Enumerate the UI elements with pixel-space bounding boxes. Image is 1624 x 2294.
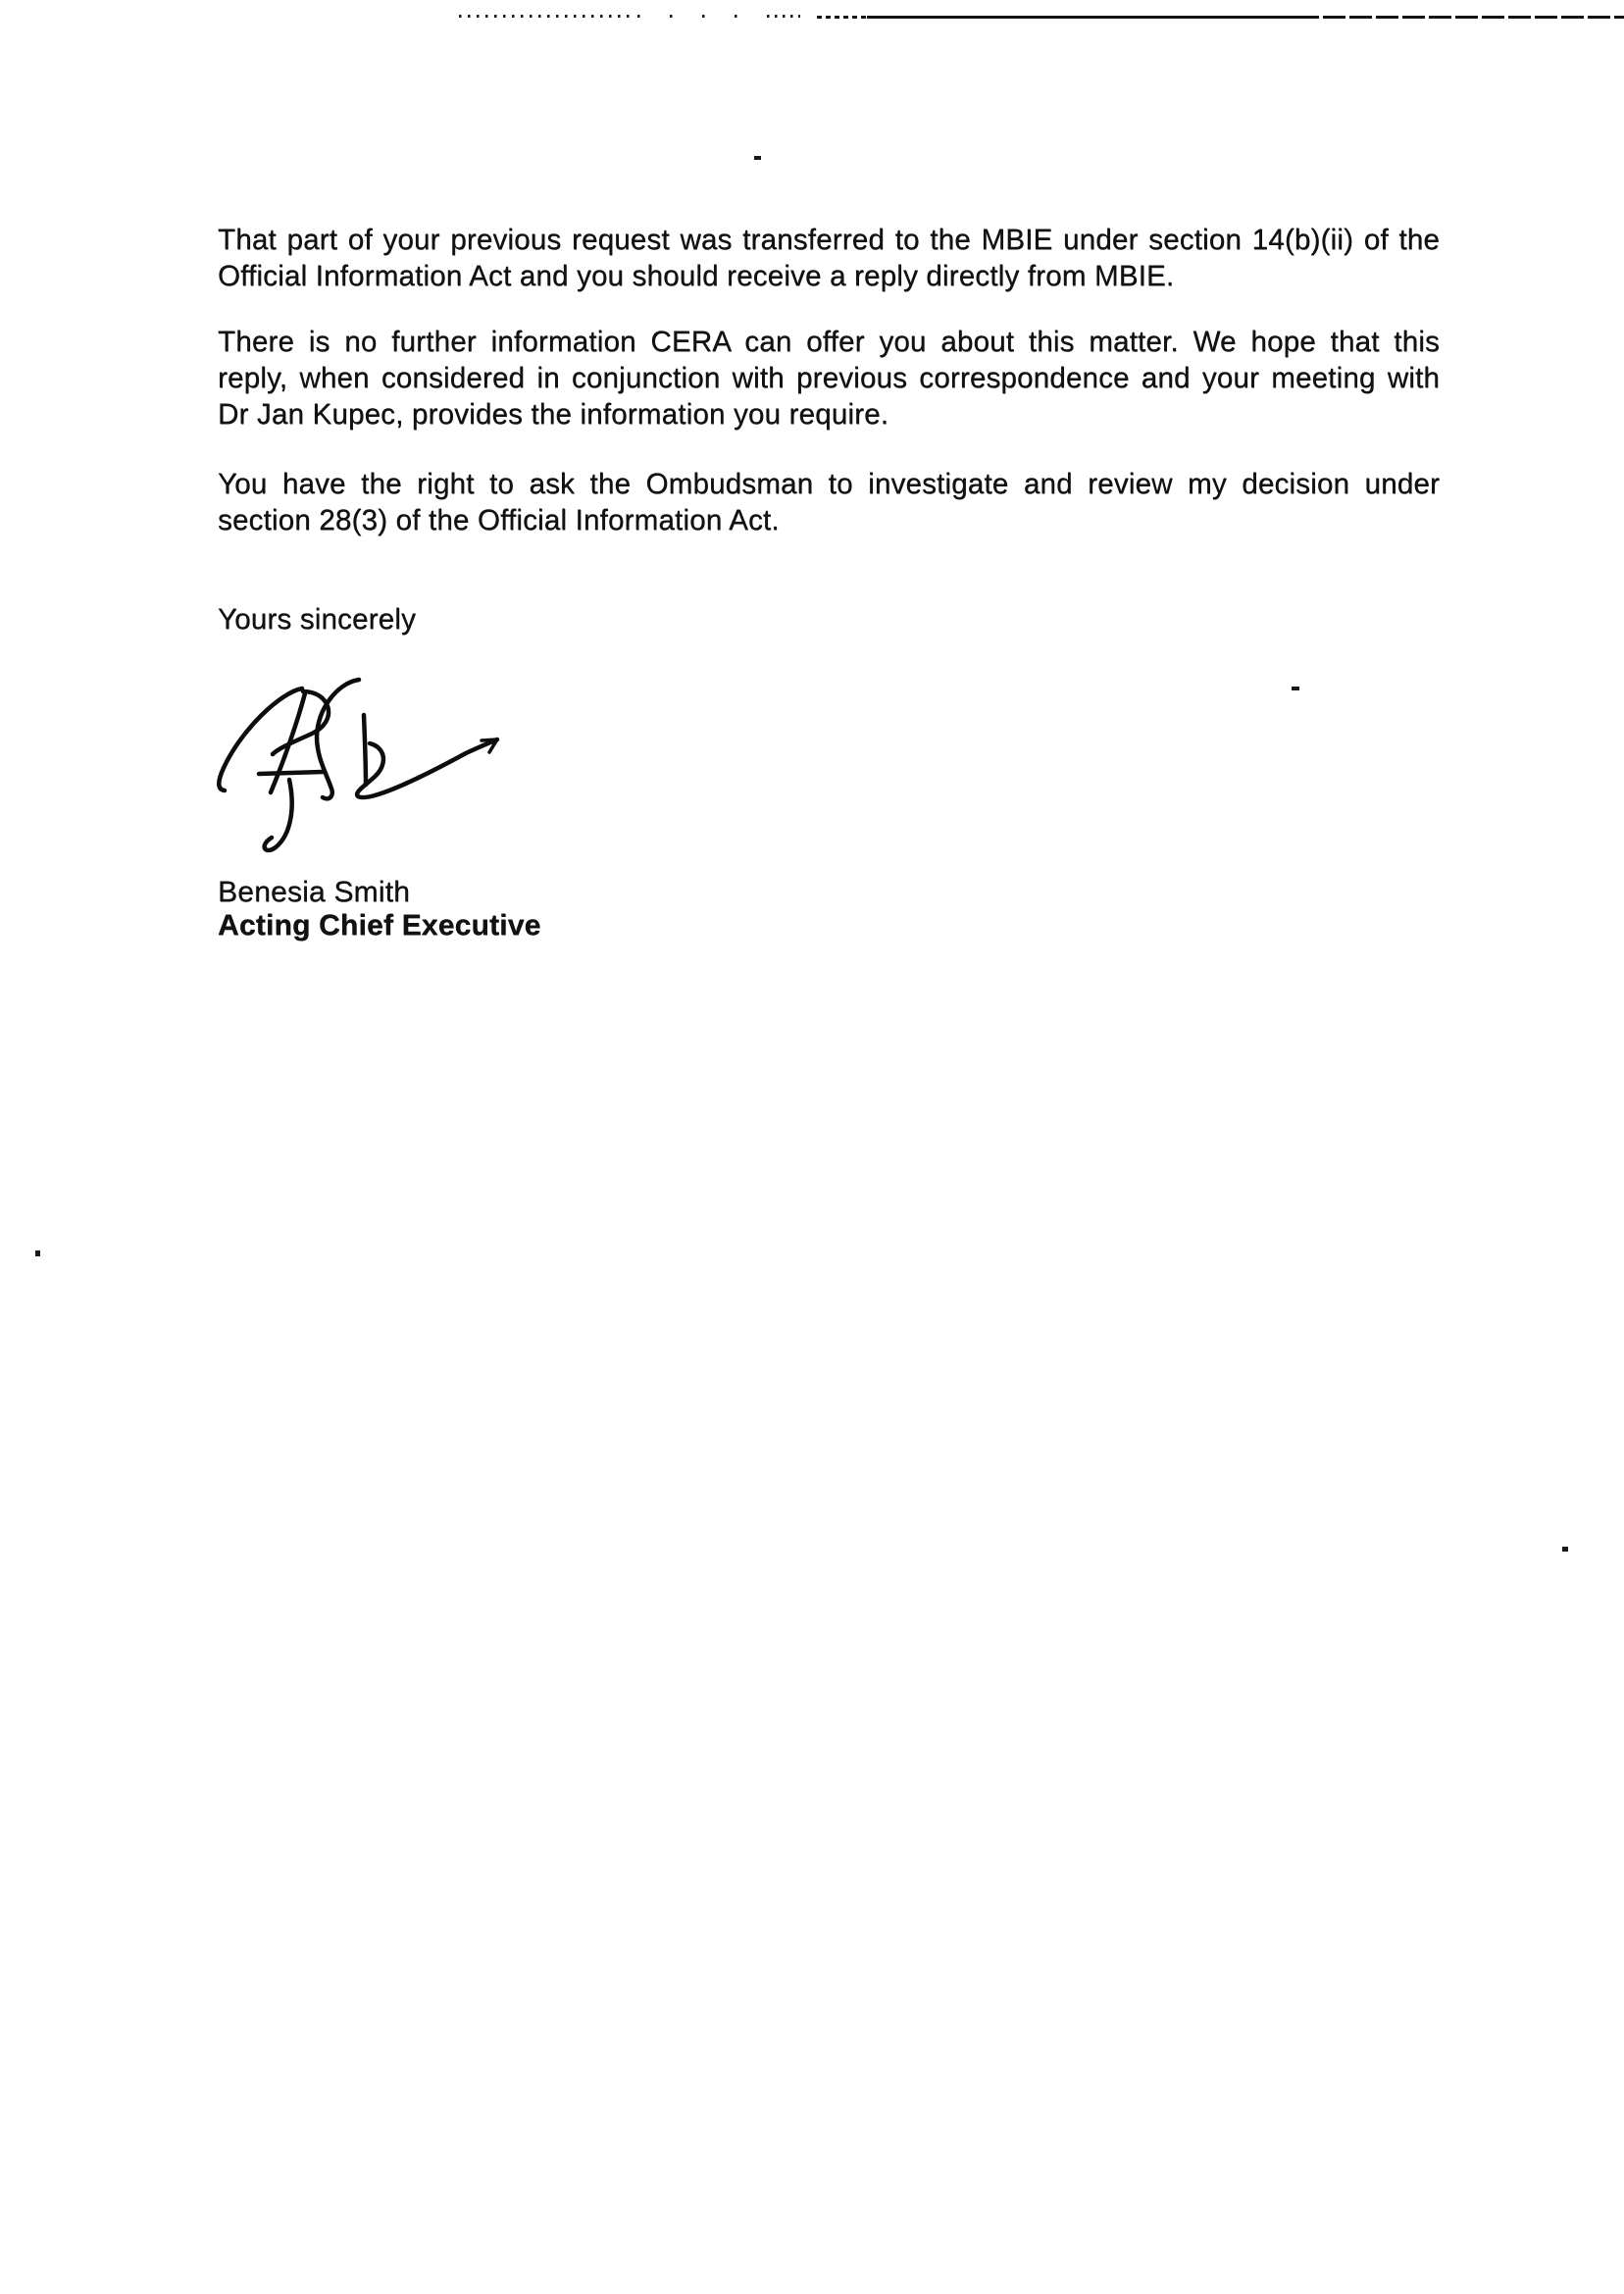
handwritten-signature-icon xyxy=(181,652,534,868)
letter-paragraph-3 xyxy=(218,466,1440,538)
paragraph-line: There is no further information CERA can offer you about this matter. We hope that this xyxy=(218,326,1440,358)
scan-speck xyxy=(35,1250,40,1256)
scan-artifact-long-dashes xyxy=(1296,16,1624,19)
paragraph-line: That part of your previous request was transferred to the MBIE under section 14(b)(ii) of the xyxy=(218,224,1440,256)
scan-artifact-dotted-line xyxy=(459,15,632,18)
scan-artifact-short-dashes xyxy=(817,16,868,19)
scan-speck xyxy=(1292,687,1299,690)
scan-speck xyxy=(754,156,761,160)
letter-paragraph-2 xyxy=(218,324,1440,433)
scan-artifact-dot-cluster xyxy=(767,15,800,18)
paragraph-line: reply, when considered in conjunction with previous correspondence and your meeting with xyxy=(218,362,1440,394)
signatory-title: Acting Chief Executive xyxy=(218,909,541,942)
letter-paragraph-1 xyxy=(218,222,1440,294)
scan-speck xyxy=(1562,1547,1568,1552)
scan-artifact-solid-line xyxy=(867,16,1296,19)
paragraph-line: section 28(3) of the Official Information Act. xyxy=(218,504,780,536)
scan-artifact-sparse-dots xyxy=(637,15,763,18)
paragraph-line: Dr Jan Kupec, provides the information you require. xyxy=(218,398,889,431)
closing-text: Yours sincerely xyxy=(218,603,416,636)
paragraph-line: You have the right to ask the Ombudsman to investigate and review my decision under xyxy=(218,468,1440,500)
closing-salutation xyxy=(218,601,1440,637)
paragraph-line: Official Information Act and you should receive a reply directly from MBIE. xyxy=(218,260,1175,292)
signatory-name: Benesia Smith xyxy=(218,876,411,908)
signature-block xyxy=(218,876,540,943)
